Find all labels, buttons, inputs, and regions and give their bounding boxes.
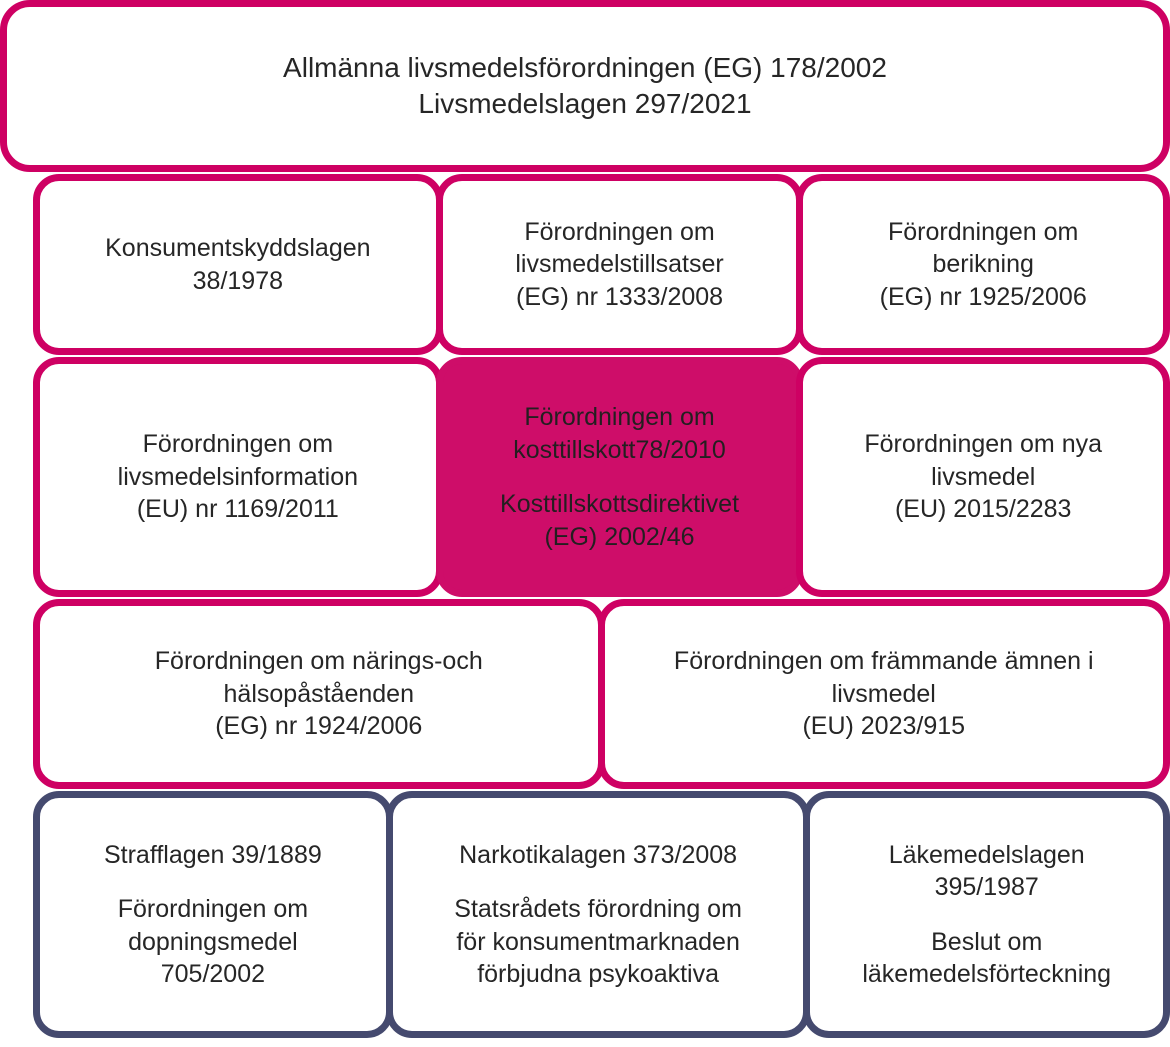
node-text-block xyxy=(817,428,1149,526)
node-text-block xyxy=(407,839,790,872)
node-allmanna-livsmedelsforordningen xyxy=(0,0,1170,172)
node-text-line: Förordningen om xyxy=(524,403,715,431)
node-text-line: 395/1987 xyxy=(934,873,1039,901)
node-text-block xyxy=(457,488,783,553)
node-konsumentskyddslagen xyxy=(33,174,443,355)
node-text-line: för konsumentmarknaden xyxy=(456,927,740,956)
node-narkotikalagen xyxy=(386,791,811,1038)
node-text-line: Allmänna livsmedelsförordningen (EG) 178/2002 xyxy=(283,51,887,83)
node-text-line: 705/2002 xyxy=(160,960,266,988)
node-text-block xyxy=(619,645,1149,743)
node-text-line: Förordningen om främmande ämnen i xyxy=(673,647,1094,676)
node-text-line: Förordningen om närings-och xyxy=(154,647,483,676)
node-text-line: Beslut om xyxy=(931,927,1043,956)
node-livsmedelsinformation xyxy=(33,357,443,597)
node-livsmedelstillsatser xyxy=(436,174,804,355)
diagram-row-eu-food-law xyxy=(0,174,1170,355)
node-text-block xyxy=(824,926,1149,991)
node-nya-livsmedel xyxy=(796,357,1170,597)
node-text-line: (EU) nr 1169/2011 xyxy=(136,495,339,524)
node-text-block xyxy=(407,893,790,991)
node-text-block xyxy=(54,428,422,526)
node-text-line: Narkotikalagen 373/2008 xyxy=(459,840,738,869)
node-text-line: 38/1978 xyxy=(192,266,284,295)
node-text-line: (EG) nr 1925/2006 xyxy=(879,282,1087,311)
node-strafflagen xyxy=(33,791,393,1038)
node-text-line: hälsopåståenden xyxy=(223,679,414,708)
node-lakemedelslagen xyxy=(803,791,1170,1038)
diagram-row-title xyxy=(0,0,1170,172)
node-text-line: Konsumentskyddslagen xyxy=(105,234,371,262)
node-text-line: Förordningen om xyxy=(142,430,334,459)
node-text-block xyxy=(21,50,1149,123)
node-text-line: förbjudna psykoaktiva xyxy=(477,960,719,988)
node-text-line: livsmedel xyxy=(831,679,936,708)
node-text-block xyxy=(824,839,1149,904)
node-text-line: livsmedelsinformation xyxy=(117,462,359,491)
node-text-line: läkemedelsförteckning xyxy=(862,960,1112,988)
node-text-block xyxy=(817,216,1149,314)
node-text-line: Förordningen om nya xyxy=(864,430,1103,459)
node-text-line: Livsmedelslagen 297/2021 xyxy=(418,88,752,119)
node-text-line: Förordningen om xyxy=(888,217,1079,246)
diagram-row-information-supplements xyxy=(0,357,1170,597)
node-text-line: Kosttillskottsdirektivet xyxy=(500,490,740,518)
node-text-block xyxy=(457,216,783,314)
node-text-line: livsmedel xyxy=(931,462,1036,491)
node-text-line: kosttillskott78/2010 xyxy=(513,435,726,464)
node-text-line: (EG) nr 1924/2006 xyxy=(215,712,423,741)
node-text-line: Förordningen om xyxy=(117,895,309,923)
node-text-line: Strafflagen 39/1889 xyxy=(103,840,322,869)
node-berikning xyxy=(796,174,1170,355)
node-frammande-amnen-i-livsmedel xyxy=(598,599,1170,789)
node-text-line: Förordningen om xyxy=(524,217,715,246)
node-text-line: (EU) 2023/915 xyxy=(802,712,966,741)
node-text-line: Statsrådets förordning om xyxy=(454,895,742,923)
diagram-row-claims-contaminants xyxy=(0,599,1170,789)
node-text-line: (EU) 2015/2283 xyxy=(894,495,1072,524)
node-kosttillskott-highlighted xyxy=(436,357,804,597)
node-narings-och-halsopastaenden xyxy=(33,599,605,789)
node-text-line: Läkemedelslagen xyxy=(888,840,1085,869)
node-text-line: livsmedelstillsatser xyxy=(515,250,724,279)
node-text-block xyxy=(54,893,372,991)
node-text-block xyxy=(54,645,584,743)
node-text-line: dopningsmedel xyxy=(128,927,298,956)
node-text-line: (EG) 2002/46 xyxy=(544,522,695,551)
node-text-block xyxy=(54,232,422,297)
node-text-line: (EG) nr 1333/2008 xyxy=(516,282,724,311)
node-text-line: berikning xyxy=(932,250,1034,279)
node-text-block xyxy=(54,839,372,872)
node-text-block xyxy=(457,401,783,466)
diagram-row-criminal-drug-medicine-law xyxy=(0,791,1170,1038)
